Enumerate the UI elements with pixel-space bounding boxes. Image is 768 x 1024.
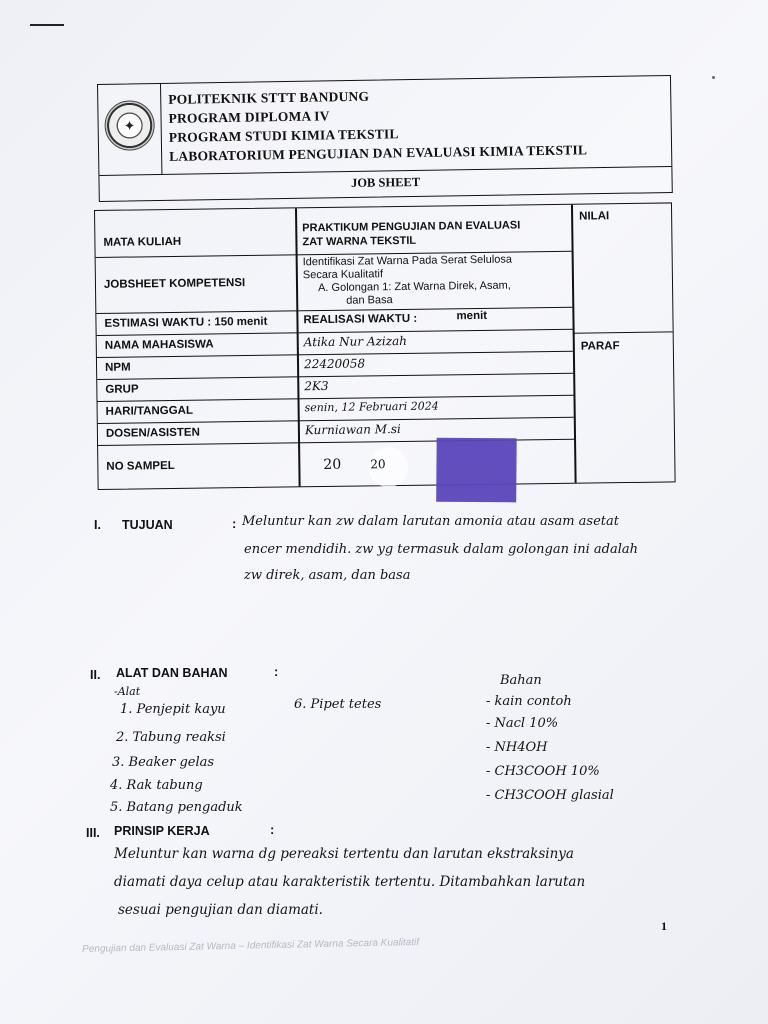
no-sampel-label: NO SAMPEL xyxy=(106,459,175,473)
laboratory-name: LABORATORIUM PENGUJIAN DAN EVALUASI KIMIA TEKSTIL xyxy=(169,142,588,164)
dosen-asisten-value: Kurniawan M.si xyxy=(304,422,401,438)
kompetensi-value: Identifikasi Zat Warna Pada Serat Selulosa xyxy=(302,253,513,269)
bahan-heading: Bahan xyxy=(500,673,542,688)
realisasi-unit: menit xyxy=(456,309,488,323)
mata-kuliah-value-cont: ZAT WARNA TEKSTIL xyxy=(302,234,417,249)
section-colon: : xyxy=(232,516,237,531)
alat-item: 6. Pipet tetes xyxy=(294,697,382,712)
hari-tanggal-label: HARI/TANGGAL xyxy=(105,404,194,418)
logo-emblem-icon: ✦ xyxy=(123,117,136,134)
prinsip-line: sesuai pengujian dan diamati. xyxy=(118,902,323,918)
npm-label: NPM xyxy=(104,361,131,374)
kompetensi-value-cont: Secara Kualitatif xyxy=(302,268,384,282)
no-sampel-value: 20 xyxy=(323,456,342,474)
document-header xyxy=(97,75,673,202)
fabric-sample-swatch xyxy=(436,438,517,503)
realisasi-waktu-label: REALISASI WAKTU : xyxy=(303,312,418,327)
column-divider xyxy=(295,208,300,486)
no-sampel-value-2: 20 xyxy=(370,457,386,472)
prinsip-line: diamati daya celup atau karakteristik tertentu. Ditambahkan larutan xyxy=(114,874,586,890)
nama-mahasiswa-value: Atika Nur Azizah xyxy=(303,333,408,350)
alat-item: 3. Beaker gelas xyxy=(112,755,215,770)
grup-value: 2K3 xyxy=(304,378,329,394)
logo-cell xyxy=(98,84,162,175)
paraf-label: PARAF xyxy=(580,340,620,353)
study-program: PROGRAM STUDI KIMIA TEKSTIL xyxy=(168,126,399,145)
alat-item: 4. Rak tabung xyxy=(110,778,203,793)
section-number-2: II. xyxy=(90,668,101,682)
kompetensi-label: JOBSHEET KOMPETENSI xyxy=(103,277,246,291)
section-colon: : xyxy=(270,822,275,837)
alat-item: 1. Penjepit kayu xyxy=(120,702,226,717)
mata-kuliah-label: MATA KULIAH xyxy=(103,235,182,249)
section-number-1: I. xyxy=(94,518,101,532)
header-top xyxy=(98,76,671,175)
pen-mark xyxy=(30,24,64,26)
alat-item: 5. Batang pengaduk xyxy=(110,800,243,815)
alat-heading: -Alat xyxy=(114,685,141,698)
estimasi-waktu-label: ESTIMASI WAKTU : 150 menit xyxy=(104,315,268,330)
bahan-item: - Nacl 10% xyxy=(486,716,559,731)
kompetensi-sub-a-cont: dan Basa xyxy=(346,294,393,307)
job-sheet-title: JOB SHEET xyxy=(99,166,671,200)
info-table xyxy=(94,202,676,490)
section-title-tujuan: TUJUAN xyxy=(122,518,173,532)
program-name: PROGRAM DIPLOMA IV xyxy=(168,108,330,126)
grup-label: GRUP xyxy=(105,383,139,396)
nilai-divider xyxy=(573,331,673,333)
nilai-label: NILAI xyxy=(579,210,610,223)
tujuan-line: encer mendidih. zw yg termasuk dalam golongan ini adalah xyxy=(244,542,638,557)
prinsip-line: Meluntur kan warna dg pereaksi tertentu dan larutan ekstraksinya xyxy=(114,846,574,862)
bahan-item: - kain contoh xyxy=(486,694,572,709)
section-colon: : xyxy=(274,664,279,679)
column-divider xyxy=(571,205,576,483)
section-title-prinsip-kerja: PRINSIP KERJA xyxy=(114,824,210,838)
bahan-item: - CH3COOH 10% xyxy=(486,764,600,779)
institution-logo-icon xyxy=(104,100,155,151)
mata-kuliah-value: PRAKTIKUM PENGUJIAN DAN EVALUASI xyxy=(302,219,521,235)
tujuan-line: zw direk, asam, dan basa xyxy=(244,568,411,583)
page-number: 1 xyxy=(661,919,667,933)
dosen-asisten-label: DOSEN/ASISTEN xyxy=(105,426,200,440)
kompetensi-sub-a: A. Golongan 1: Zat Warna Direk, Asam, xyxy=(317,279,511,295)
bahan-item: - NH4OH xyxy=(486,740,548,755)
npm-value: 22420058 xyxy=(303,356,366,372)
bahan-item: - CH3COOH glasial xyxy=(486,788,614,803)
hari-tanggal-value: senin, 12 Februari 2024 xyxy=(304,399,439,415)
nama-mahasiswa-label: NAMA MAHASISWA xyxy=(104,338,214,352)
section-title-alat-bahan: ALAT DAN BAHAN xyxy=(116,666,228,680)
institution-lines xyxy=(168,83,587,166)
institution-name: POLITEKNIK STTT BANDUNG xyxy=(168,88,370,107)
tujuan-line: Meluntur kan zw dalam larutan amonia atau asam asetat xyxy=(242,514,619,529)
section-number-3: III. xyxy=(86,826,100,840)
footer-note: Pengujian dan Evaluasi Zat Warna – Identifikasi Zat Warna Secara Kualitatif xyxy=(82,936,420,955)
alat-item: 2. Tabung reaksi xyxy=(116,730,226,745)
paper-speck xyxy=(712,76,715,79)
row-divider xyxy=(97,373,573,380)
